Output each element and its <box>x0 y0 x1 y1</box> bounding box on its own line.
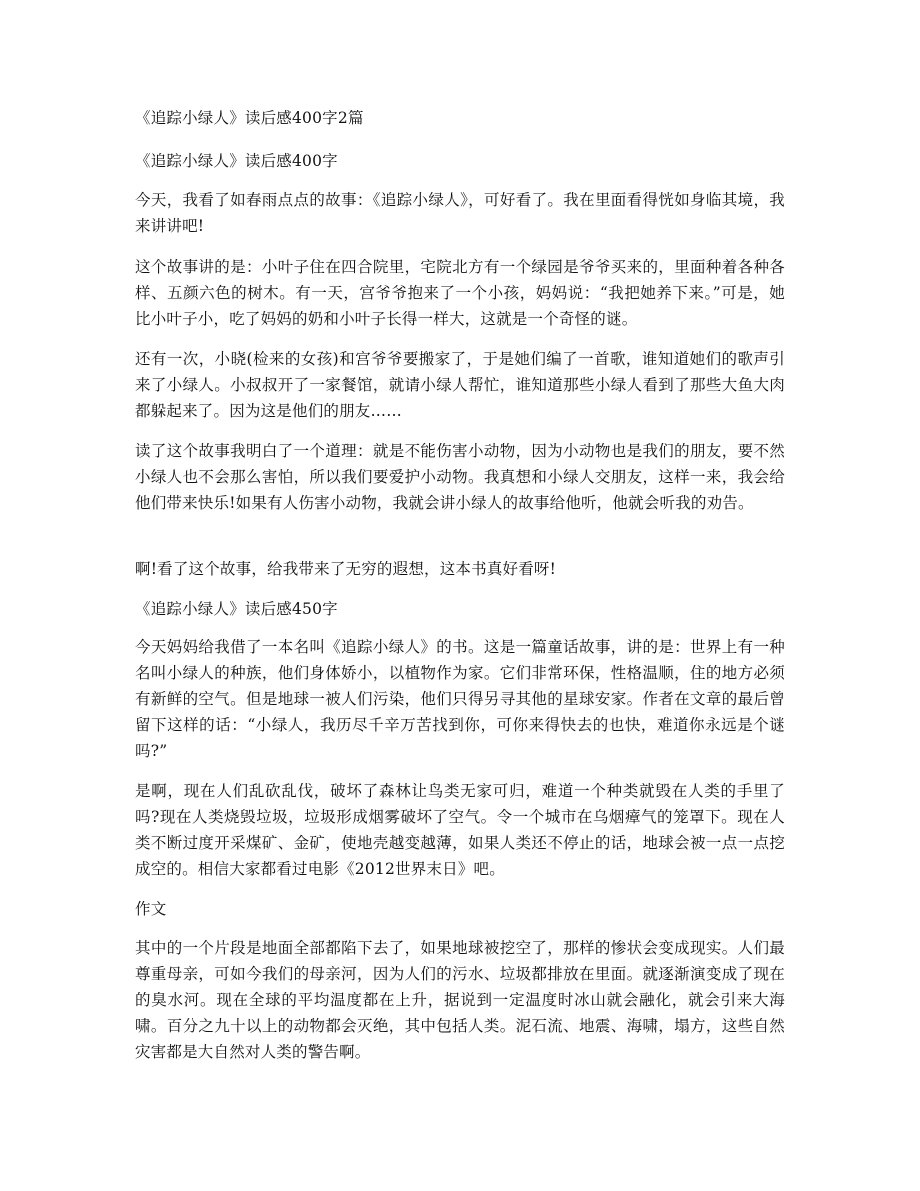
section-heading: 作文 <box>135 900 167 918</box>
document-title: 《追踪小绿人》读后感400字2篇 <box>135 109 364 127</box>
paragraph: 今天，我看了如春雨点点的故事：《追踪小绿人》，可好看了。我在里面看得恍如身临其境，我来讲讲吧! <box>135 191 785 235</box>
paragraph: 读了这个故事我明白了一个道理：就是不能伤害小动物，因为小动物也是我们的朋友，要不然小绿人也不会那么害怕，所以我们要爱护小动物。我真想和小绿人交朋友，这样一来，我会给他们带来快乐!如果有人伤害小动物，我就会讲小绿人的故事给他听，他就会听我的劝告。 <box>135 442 785 512</box>
paragraph: 这个故事讲的是：小叶子住在四合院里，宅院北方有一个绿园是爷爷买来的，里面种着各种各样、五颜六色的树木。有一天，宫爷爷抱来了一个小孩，妈妈说：“我把她养下来。”可是，她比小叶子小，吃了妈妈的奶和小叶子长得一样大，这就是一个奇怪的谜。 <box>135 258 785 328</box>
section-heading: 《追踪小绿人》读后感450字 <box>135 600 338 618</box>
paragraph: 其中的一个片段是地面全部都陷下去了，如果地球被挖空了，那样的惨状会变成现实。人们最尊重母亲，可如今我们的母亲河，因为人们的污水、垃圾都排放在里面。就逐渐演变成了现在的臭水河。现在全球的平均温度都在上升，据说到一定温度时冰山就会融化，就会引来大海啸。百分之九十以上的动物都会灭绝，其中包括人类。泥石流、地震、海啸，塌方，这些自然灾害都是大自然对人类的警告啊。 <box>135 939 785 1061</box>
paragraph: 是啊，现在人们乱砍乱伐，破坏了森林让鸟类无家可归，难道一个种类就毁在人类的手里了吗?现在人类烧毁垃圾，垃圾形成烟雾破坏了空气。令一个城市在乌烟瘴气的笼罩下。现在人类不断过度开采煤矿、金矿，使地壳越变越薄，如果人类还不停止的话，地球会被一点一点挖成空的。相信大家都看过电影《2012世界末日》吧。 <box>135 782 785 878</box>
paragraph: 今天妈妈给我借了一本名叫《追踪小绿人》的书。这是一篇童话故事，讲的是：世界上有一种名叫小绿人的种族，他们身体娇小，以植物作为家。它们非常环保，性格温顺，住的地方必须有新鲜的空气。但是地球一被人们污染，他们只得另寻其他的星球安家。作者在文章的最后曾留下这样的话：“小绿人，我历尽千辛万苦找到你，可你来得快去的也快，难道你永远是个谜吗?” <box>135 638 785 760</box>
section-heading: 《追踪小绿人》读后感400字 <box>135 152 338 170</box>
paragraph: 啊!看了这个故事，给我带来了无穷的遐想，这本书真好看呀! <box>135 560 557 578</box>
paragraph: 还有一次，小晓(检来的女孩)和宫爷爷要搬家了，于是她们编了一首歌，谁知道她们的歌声引来了小绿人。小叔叔开了一家餐馆，就请小绿人帮忙，谁知道那些小绿人看到了那些大鱼大肉都躲起来了。因为这是他们的朋友…… <box>135 350 785 420</box>
